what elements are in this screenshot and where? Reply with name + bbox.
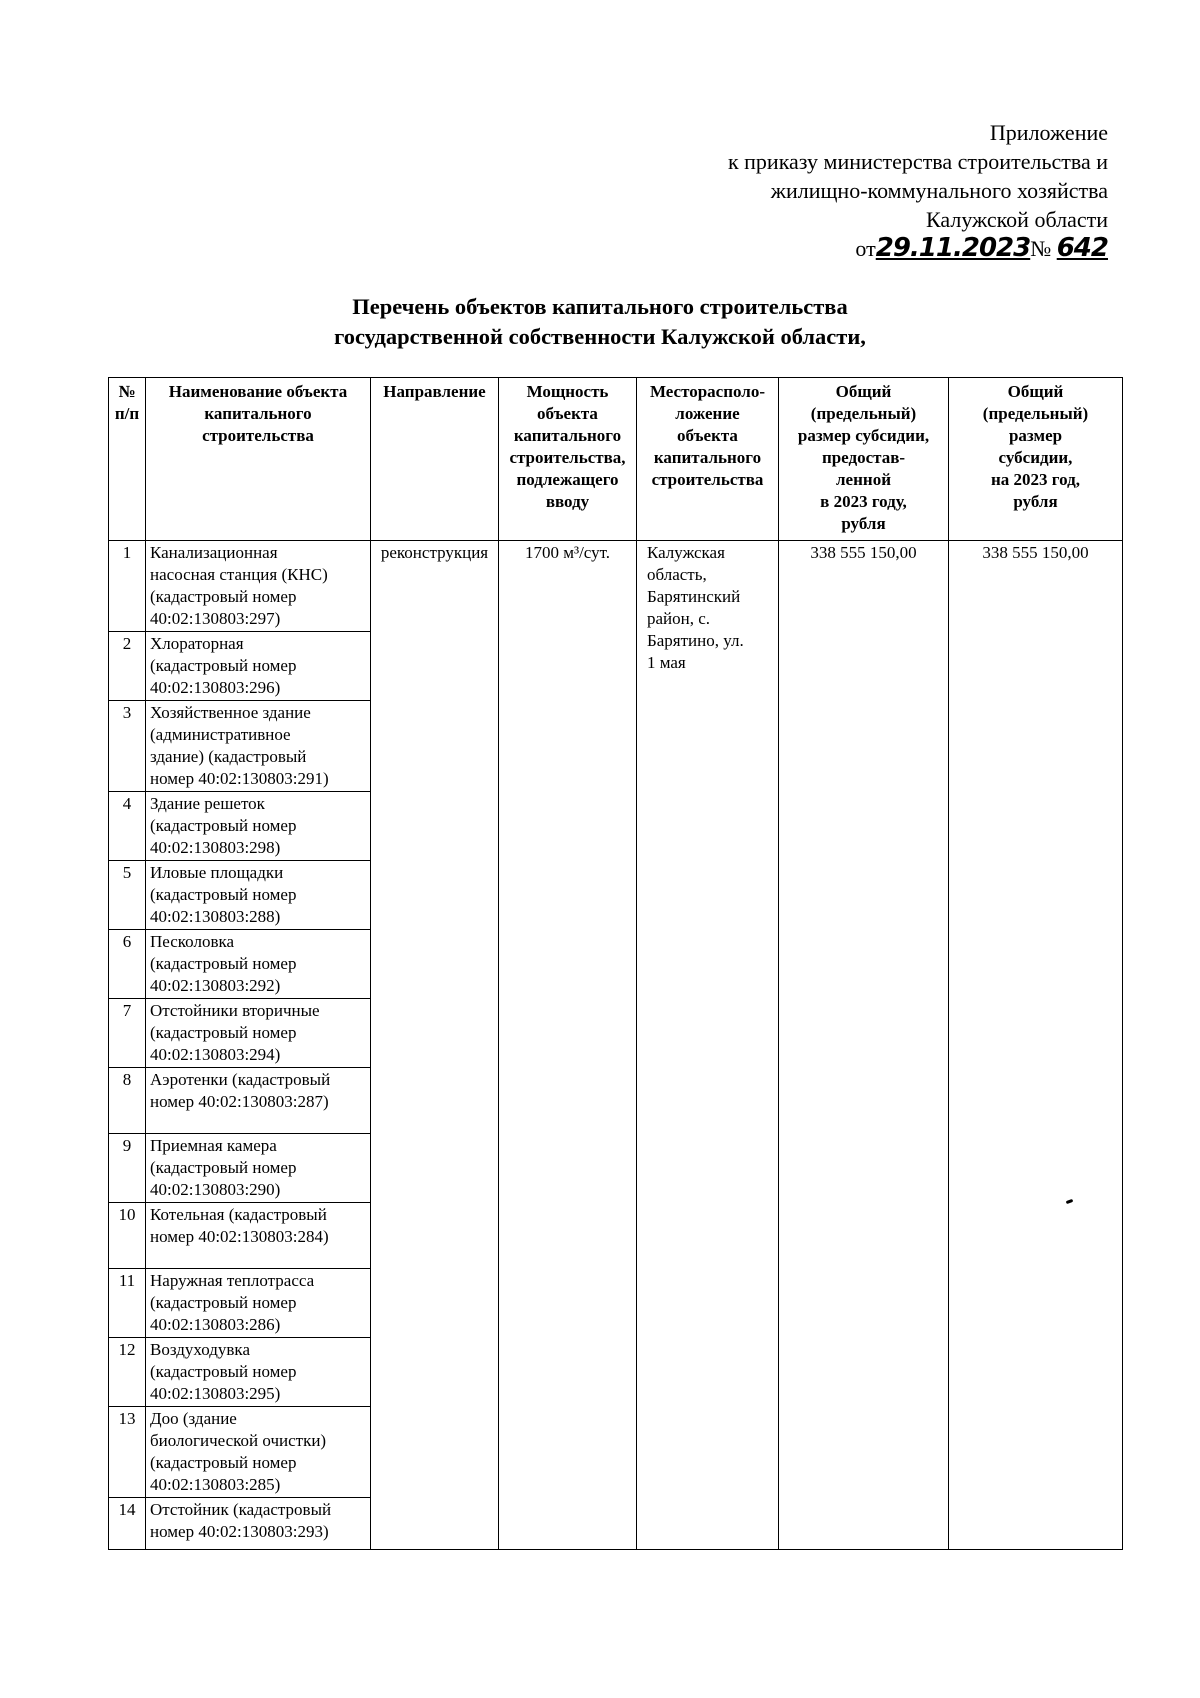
cell-line: (предельный) <box>810 404 917 423</box>
object-name <box>146 930 371 999</box>
location-cell <box>637 541 779 1550</box>
row-number: 12 <box>109 1338 146 1407</box>
cell-line: подлежащего <box>516 470 619 489</box>
cell-line: Месторасполо- <box>649 382 765 401</box>
cell-line: Аэротенки (кадастровый <box>150 1070 331 1089</box>
cell-line: 40:02:130803:297) <box>150 609 281 628</box>
cell-line: (кадастровый номер <box>150 1023 297 1042</box>
cell-line: район, с. <box>647 609 711 628</box>
cell-line: капитального <box>653 448 762 467</box>
object-name <box>146 1134 371 1203</box>
cell-line: предостав- <box>821 448 906 467</box>
table-body <box>109 541 1123 1550</box>
cell-line: (предельный) <box>982 404 1089 423</box>
order-date: 29.11.2023 <box>875 233 1031 263</box>
row-number: 3 <box>109 701 146 792</box>
order-reference <box>728 234 1108 263</box>
cell-line: рубля <box>1013 492 1058 511</box>
object-name <box>146 1407 371 1498</box>
cell-line: 40:02:130803:290) <box>150 1180 281 1199</box>
row-number: 1 <box>109 541 146 632</box>
cell-line: Барятино, ул. <box>647 631 744 650</box>
row-number: 10 <box>109 1203 146 1269</box>
subsidy-provided-cell: 338 555 150,00 <box>779 541 949 1550</box>
cell-line: (кадастровый номер <box>150 1293 297 1312</box>
cell-line: Наименование объекта <box>168 382 348 401</box>
subsidy-limit-cell: 338 555 150,00 <box>949 541 1123 1550</box>
object-name <box>146 861 371 930</box>
cell-line: Котельная (кадастровый <box>150 1205 327 1224</box>
cell-line: на 2023 год, <box>991 470 1080 489</box>
table-header <box>109 378 1123 541</box>
object-name <box>146 1068 371 1134</box>
objects-table <box>108 377 1123 1550</box>
object-name <box>146 1338 371 1407</box>
cell-line: (кадастровый номер <box>150 1158 297 1177</box>
cell-line: биологической очистки) <box>150 1431 327 1450</box>
cell-line: размер <box>1008 426 1063 445</box>
cell-line: номер 40:02:130803:287) <box>150 1092 329 1111</box>
cell-line: Наружная теплотрасса <box>150 1271 315 1290</box>
object-name <box>146 1203 371 1269</box>
cell-line: Общий <box>835 382 892 401</box>
cell-line: 40:02:130803:288) <box>150 907 281 926</box>
cell-line: Здание решеток <box>150 794 265 813</box>
object-name <box>146 1498 371 1550</box>
cell-line: Отстойник (кадастровый <box>150 1500 332 1519</box>
cell-line: насосная станция (КНС) <box>150 565 328 584</box>
cell-line: Приемная камера <box>150 1136 277 1155</box>
object-name <box>146 999 371 1068</box>
row-number: 2 <box>109 632 146 701</box>
title-line: государственной собственности Калужской области, <box>334 324 866 349</box>
cell-line: в 2023 году, <box>820 492 907 511</box>
header-location <box>637 378 779 541</box>
object-name <box>146 1269 371 1338</box>
cell-line: (кадастровый номер <box>150 885 297 904</box>
cell-line: 40:02:130803:298) <box>150 838 281 857</box>
annex-line: к приказу министерства строительства и <box>727 149 1108 174</box>
annex-line: Приложение <box>989 120 1108 145</box>
annex-line: Калужской области <box>926 207 1108 232</box>
cell-line: ленной <box>836 470 891 489</box>
cell-line: (административное <box>150 725 291 744</box>
row-number: 4 <box>109 792 146 861</box>
cell-line: Доо (здание <box>150 1409 237 1428</box>
title-line: Перечень объектов капитального строительства <box>352 294 848 319</box>
cell-line: здание) (кадастровый <box>150 747 307 766</box>
document-title <box>0 292 1200 352</box>
table-row <box>109 541 1123 632</box>
order-number: 642 <box>1056 233 1108 263</box>
cell-line: 40:02:130803:286) <box>150 1315 281 1334</box>
direction-cell: реконструкция <box>371 541 499 1550</box>
cell-line: область, <box>647 565 707 584</box>
cell-line: Канализационная <box>150 543 278 562</box>
annex-line: жилищно-коммунального хозяйства <box>770 178 1108 203</box>
cell-line: Мощность <box>526 382 609 401</box>
cell-line: ложение <box>675 404 740 423</box>
capacity-cell: 1700 м³/сут. <box>499 541 637 1550</box>
cell-line: № <box>118 382 136 401</box>
row-number: 5 <box>109 861 146 930</box>
row-number: 6 <box>109 930 146 999</box>
cell-line: Хлораторная <box>150 634 244 653</box>
cell-line: Воздуходувка <box>150 1340 250 1359</box>
header-subsidy-limit <box>949 378 1123 541</box>
object-name <box>146 632 371 701</box>
row-number: 9 <box>109 1134 146 1203</box>
order-prefix: от <box>855 236 876 261</box>
cell-line: рубля <box>841 514 886 533</box>
cell-line: 40:02:130803:295) <box>150 1384 281 1403</box>
cell-line: (кадастровый номер <box>150 656 297 675</box>
cell-line: капитального <box>204 404 312 423</box>
annex-block <box>728 118 1108 263</box>
row-number: 11 <box>109 1269 146 1338</box>
cell-line: Общий <box>1007 382 1064 401</box>
row-number: 14 <box>109 1498 146 1550</box>
object-name <box>146 701 371 792</box>
cell-line: Хозяйственное здание <box>150 703 311 722</box>
cell-line: 40:02:130803:296) <box>150 678 281 697</box>
cell-line: номер 40:02:130803:284) <box>150 1227 329 1246</box>
header-subsidy-provided <box>779 378 949 541</box>
row-number: 8 <box>109 1068 146 1134</box>
cell-line: субсидии, <box>998 448 1073 467</box>
header-row <box>109 378 1123 541</box>
row-number: 13 <box>109 1407 146 1498</box>
cell-line: Барятинский <box>647 587 741 606</box>
cell-line: (кадастровый номер <box>150 587 297 606</box>
cell-line: вводу <box>545 492 590 511</box>
cell-line: (кадастровый номер <box>150 1453 297 1472</box>
object-name <box>146 541 371 632</box>
cell-line: Направление <box>383 382 486 401</box>
cell-line: Калужская <box>647 543 725 562</box>
cell-line: номер 40:02:130803:291) <box>150 769 329 788</box>
row-number: 7 <box>109 999 146 1068</box>
cell-line: строительства <box>651 470 764 489</box>
cell-line: Иловые площадки <box>150 863 284 882</box>
cell-line: Отстойники вторичные <box>150 1001 320 1020</box>
cell-line: (кадастровый номер <box>150 954 297 973</box>
cell-line: строительства, <box>509 448 626 467</box>
cell-line: номер 40:02:130803:293) <box>150 1522 329 1541</box>
header-direction <box>371 378 499 541</box>
cell-line: строительства <box>202 426 314 445</box>
cell-line: (кадастровый номер <box>150 816 297 835</box>
cell-line: объекта <box>537 404 598 423</box>
cell-line: 40:02:130803:292) <box>150 976 281 995</box>
header-number <box>109 378 146 541</box>
object-name <box>146 792 371 861</box>
cell-line: объекта <box>677 426 738 445</box>
cell-line: 1 мая <box>647 653 686 672</box>
cell-line: 40:02:130803:294) <box>150 1045 281 1064</box>
cell-line: капитального <box>513 426 622 445</box>
header-object-name <box>146 378 371 541</box>
cell-line: размер субсидии, <box>797 426 930 445</box>
cell-line: (кадастровый номер <box>150 1362 297 1381</box>
cell-line: Песколовка <box>150 932 235 951</box>
cell-line: 40:02:130803:285) <box>150 1475 281 1494</box>
order-no-label: № <box>1030 236 1052 261</box>
cell-line: п/п <box>114 404 140 423</box>
header-capacity <box>499 378 637 541</box>
